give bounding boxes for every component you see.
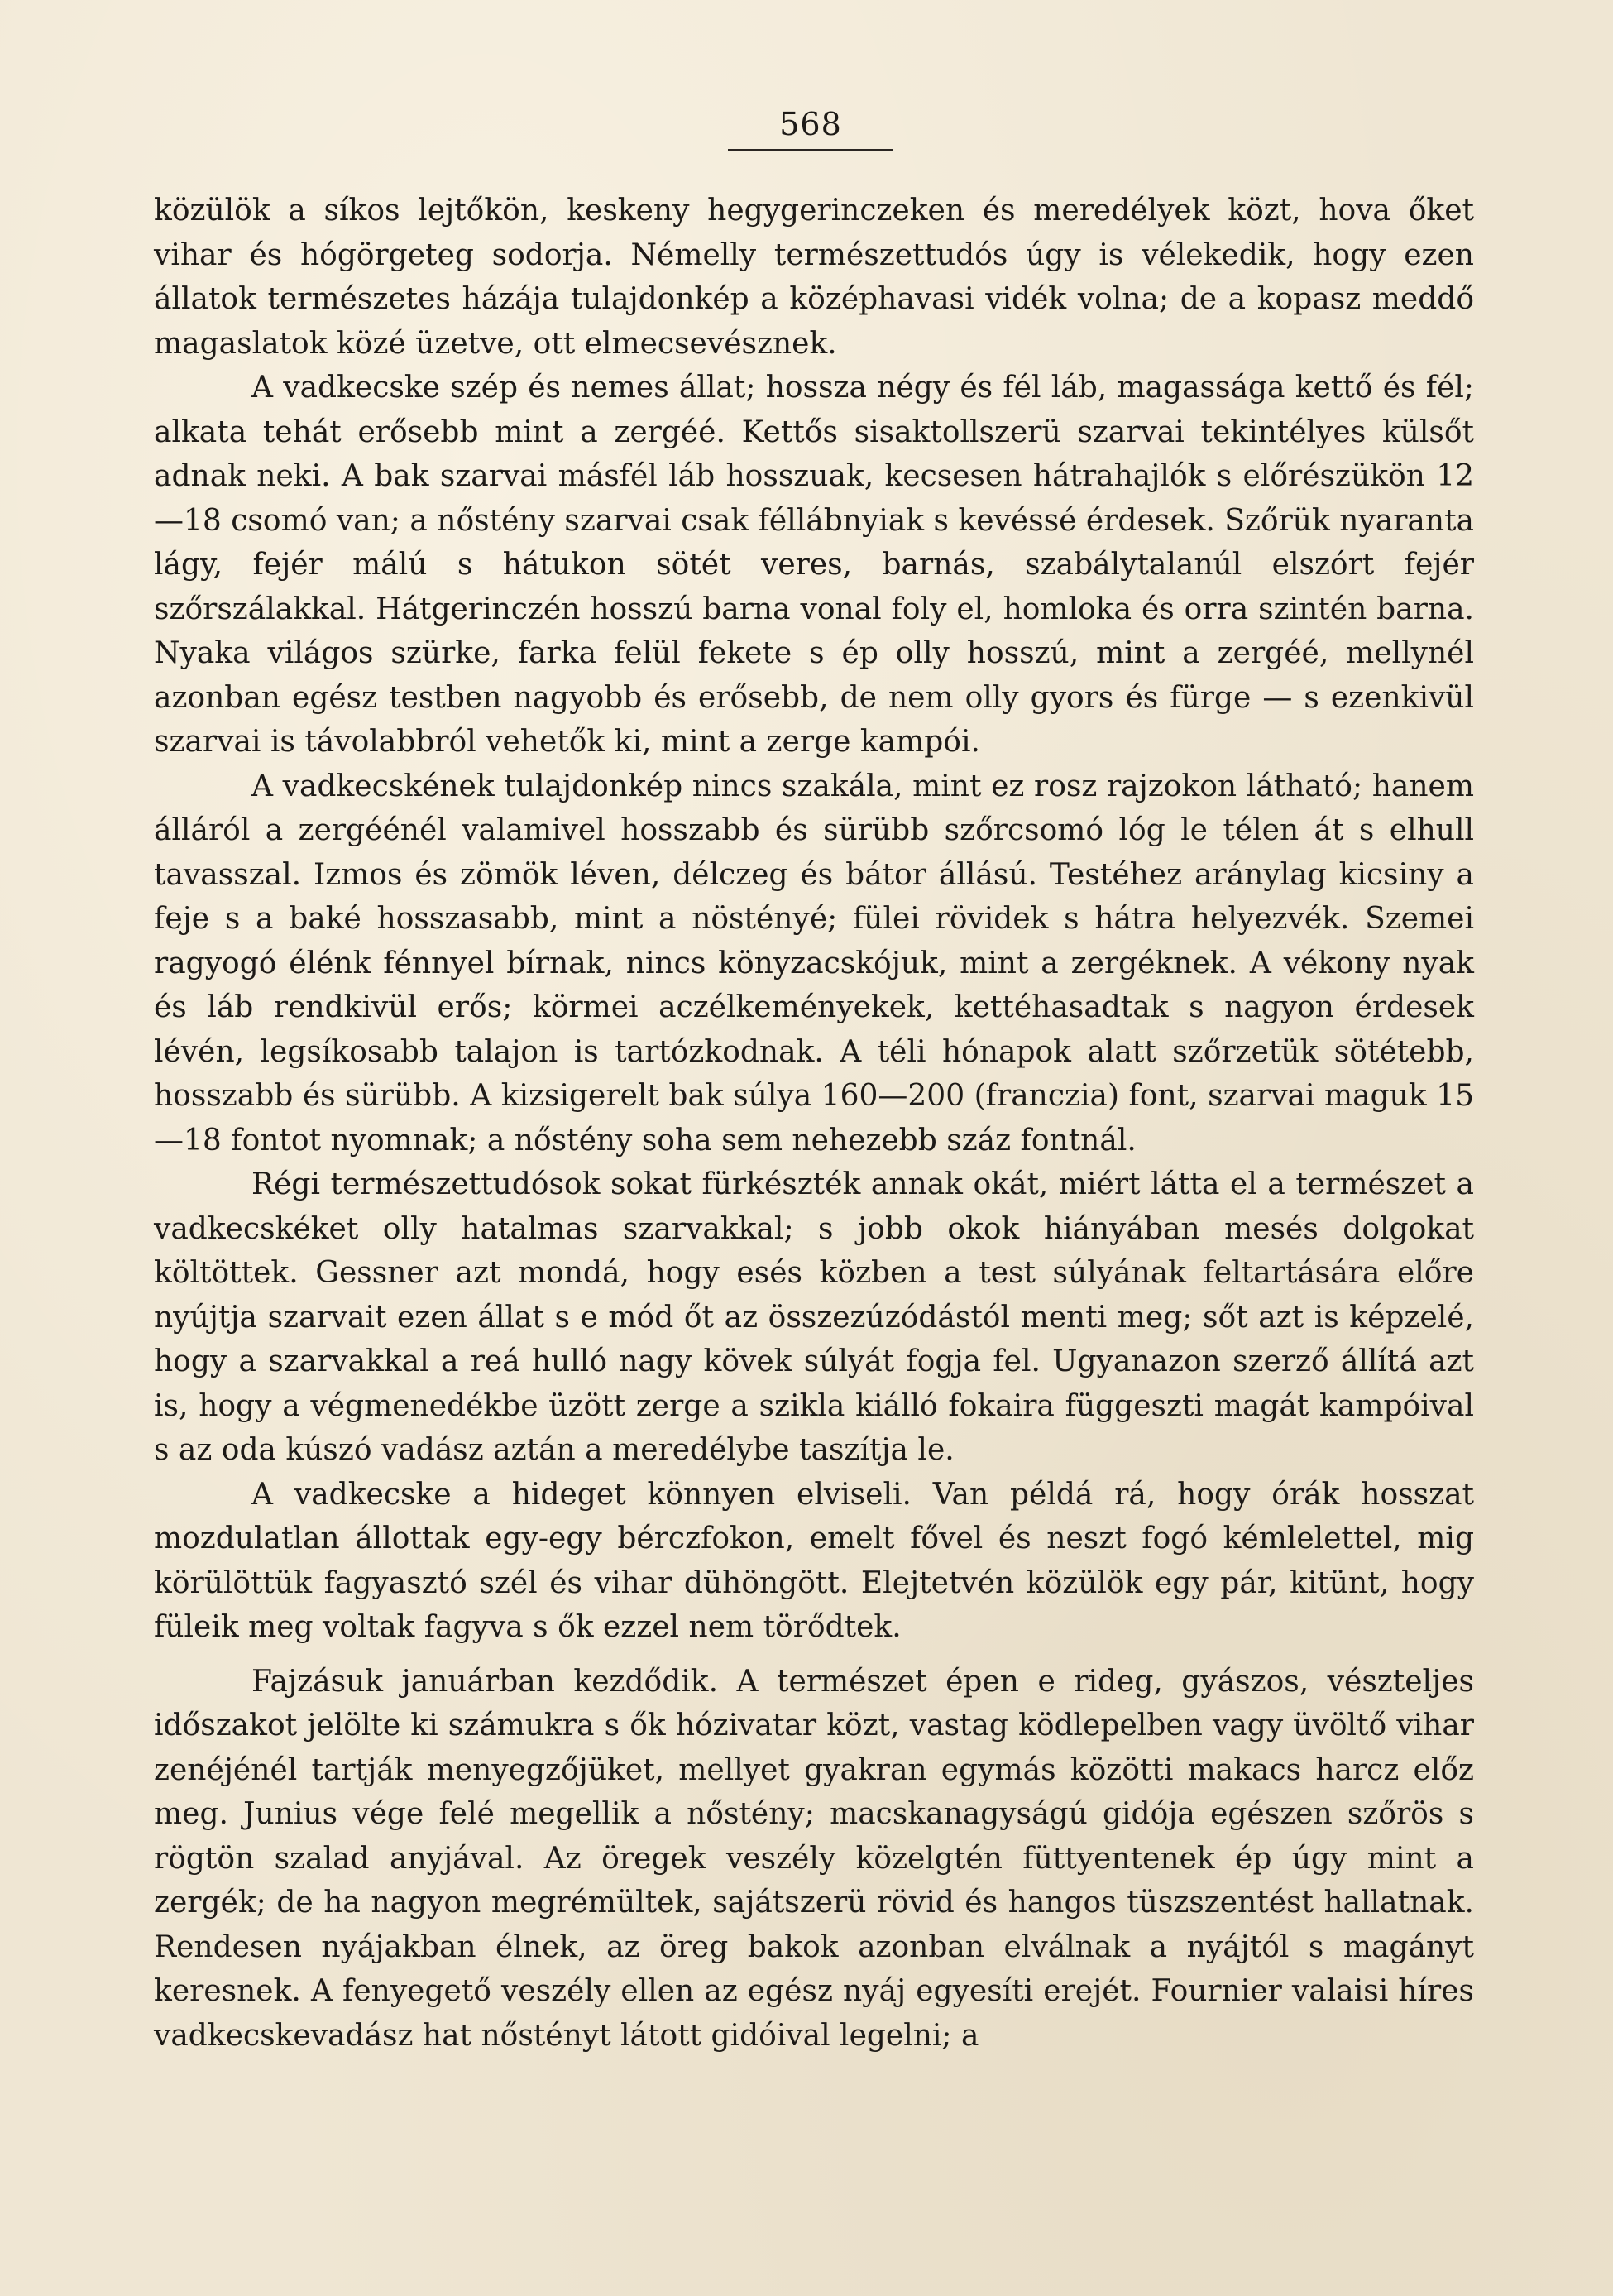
body-text <box>154 189 1474 2058</box>
page-number: 568 <box>779 106 842 142</box>
paragraph-continuation: közülök a síkos lejtőkön, keskeny hegygerinczeken és meredélyek közt, hova őket vihar és hógörgeteg sodorja. Némelly természettudós úgy is vélekedik, hogy ezen állatok természetes házája tulajdonkép a középhavasi vidék volna; de a kopasz meddő magaslatok közé üzetve, ott elmecsevésznek. <box>154 194 1474 361</box>
paragraph: A vadkecskének tulajdonkép nincs szakála, mint ez rosz rajzokon látható; hanem álláról a zergéénél valamivel hosszabb és sürübb szőrcsomó lóg le télen át s elhull tavasszal. Izmos és zömök léven, délczeg és bátor állású. Testéhez aránylag kicsiny a feje s a baké hosszasabb, mint a nöstényé; fülei rövidek s hátra helyezvék. Szemei ragyogó élénk fénnyel bírnak, nincs könyzacskójuk, mint a zergéknek. A vékony nyak és láb rendkivül erős; körmei aczélkeményekek, kettéhasadtak s nagyon érdesek lévén, legsíkosabb talajon is tartózkodnak. A téli hónapok alatt szőrzetük sötétebb, hosszabb és sürübb. A kizsigerelt bak súlya 160—200 (franczia) font, szarvai maguk 15—18 fontot nyomnak; a nőstény soha sem nehezebb száz fontnál. <box>154 769 1474 1158</box>
paragraph: Fajzásuk januárban kezdődik. A természet épen e rideg, gyászos, vészteljes időszakot jelölte ki számukra s ők hózivatar közt, vastag ködlepelben vagy üvöltő vihar zenéjénél tartják menyegzőjüket, mellyet gyakran egymás közötti makacs harcz előz meg. Junius vége felé megellik a nőstény; macskanagyságú gidója egészen szőrös s rögtön szalad anyjával. Az öregek veszély közelgtén füttyentenek ép úgy mint a zergék; de ha nagyon megrémültek, sajátszerü rövid és hangos tüszszentést hallatnak. Rendesen nyájakban élnek, az öreg bakok azonban elválnak a nyájtól s magányt keresnek. A fenyegető veszély ellen az egész nyáj egyesíti erejét. Fournier valaisi híres vadkecskevadász hat nőstényt látott gidóival legelni; a <box>154 1664 1474 2053</box>
paragraph: A vadkecske szép és nemes állat; hossza négy és fél láb, magassága kettő és fél; alkata tehát erősebb mint a zergéé. Kettős sisaktollszerü szarvai tekintélyes külsőt adnak neki. A bak szarvai másfél láb hosszuak, kecsesen hátrahajlók s előrészükön 12—18 csomó van; a nőstény szarvai csak féllábnyiak s kevéssé érdesek. Szőrük nyaranta lágy, fejér málú s hátukon sötét veres, barnás, szabálytalanúl elszórt fejér szőrszálakkal. Hátgerinczén hosszú barna vonal foly el, homloka és orra szintén barna. Nyaka világos szürke, farka felül fekete s ép olly hosszú, mint a zergéé, mellynél azonban egész testben nagyobb és erősebb, de nem olly gyors és fürge — s ezenkivül szarvai is távolabbról vehetők ki, mint a zerge kampói. <box>154 371 1474 759</box>
paragraph: Régi természettudósok sokat fürkészték annak okát, miért látta el a természet a vadkecskéket olly hatalmas szarvakkal; s jobb okok hiányában mesés dolgokat költöttek. Gessner azt mondá, hogy esés közben a test súlyának feltartására előre nyújtja szarvait ezen állat s e mód őt az összezúzódástól menti meg; sőt azt is képzelé, hogy a szarvakkal a reá hulló nagy kövek súlyát fogja fel. Ugyanazon szerző állítá azt is, hogy a végmenedékbe üzött zerge a szikla kiálló fokaira függeszti magát kampóival s az oda kúszó vadász aztán a meredélybe taszítja le. <box>154 1167 1474 1467</box>
paragraph: A vadkecske a hideget könnyen elviseli. Van példá rá, hogy órák hosszat mozdulatlan állottak egy-egy bérczfokon, emelt fővel és neszt fogó kémlelettel, mig körülöttük fagyasztó szél és vihar dühöngött. Elejtetvén közülök egy pár, kitünt, hogy füleik meg voltak fagyva s ők ezzel nem törődtek. <box>154 1477 1474 1644</box>
page-number-rule <box>728 149 893 151</box>
